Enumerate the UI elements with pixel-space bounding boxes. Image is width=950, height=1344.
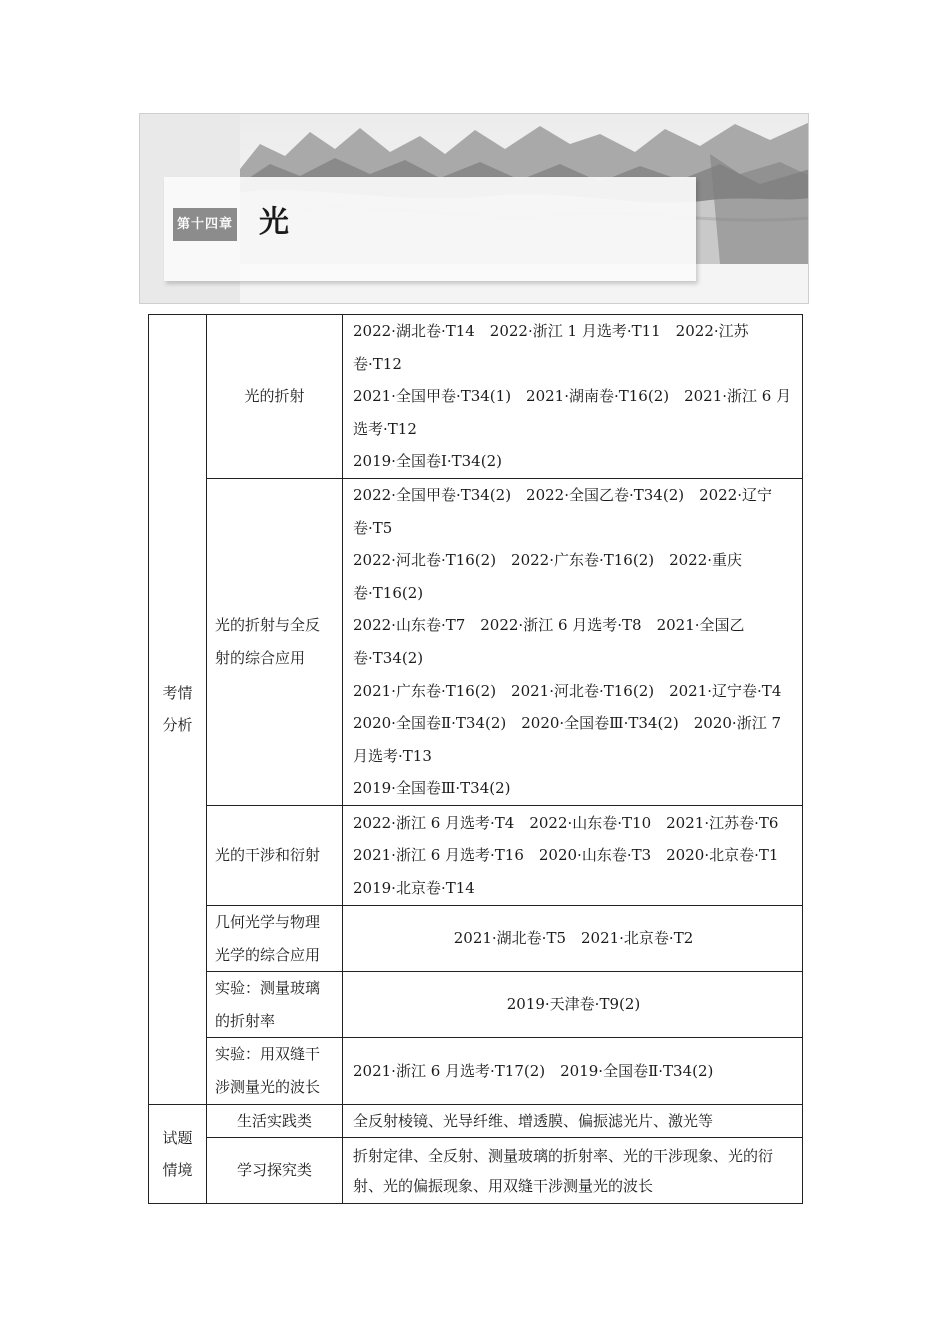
context-type-cell: 学习探究类	[207, 1138, 343, 1204]
table-row	[149, 479, 803, 806]
exam-analysis-table	[148, 314, 803, 1204]
context-content-cell: 折射定律、全反射、测量玻璃的折射率、光的干涉现象、光的衍射、光的偏振现象、用双缝干涉测量光的波长	[343, 1138, 803, 1204]
sources-cell: 2022·湖北卷·T14 2022·浙江 1 月选考·T11 2022·江苏 卷·T12 2021·全国甲卷·T34(1) 2021·湖南卷·T16(2) 2021·浙江 6 月 选考·T12 2019·全国卷Ⅰ·T34(2)	[343, 315, 803, 479]
table-row	[149, 1038, 803, 1104]
topic-cell: 光的折射	[207, 315, 343, 479]
category-analysis: 考情 分析	[149, 315, 207, 1105]
sources-cell: 2019·天津卷·T9(2)	[343, 972, 803, 1038]
title-band	[164, 177, 696, 281]
table-row	[149, 806, 803, 906]
chapter-title: 光	[259, 205, 289, 240]
topic-cell: 光的干涉和衍射	[207, 806, 343, 906]
topic-cell: 实验：测量玻璃的折射率	[207, 972, 343, 1038]
table-row	[149, 906, 803, 972]
topic-cell: 实验：用双缝干涉测量光的波长	[207, 1038, 343, 1104]
chapter-banner	[139, 113, 809, 304]
table-row	[149, 315, 803, 479]
chapter-label: 第十四章	[173, 208, 237, 241]
sources-cell: 2022·浙江 6 月选考·T4 2022·山东卷·T10 2021·江苏卷·T6 2021·浙江 6 月选考·T16 2020·山东卷·T3 2020·北京卷·T1 2019·北京卷·T14	[343, 806, 803, 906]
sources-cell: 2022·全国甲卷·T34(2) 2022·全国乙卷·T34(2) 2022·辽宁 卷·T5 2022·河北卷·T16(2) 2022·广东卷·T16(2) 2022·重庆 卷·T16(2) 2022·山东卷·T7 2022·浙江 6 月选考·T8 2021·全国乙 卷·T34(2) 2021·广东卷·T16(2) 2021·河北卷·T16(2) 2021·辽宁卷·T4 2020·全国卷Ⅱ·T34(2) 2020·全国卷Ⅲ·T34(2) 2020·浙江 7 月选考·T13 2019·全国卷Ⅲ·T34(2)	[343, 479, 803, 806]
category-context: 试题 情境	[149, 1104, 207, 1204]
context-type-cell: 生活实践类	[207, 1104, 343, 1138]
topic-cell: 光的折射与全反射的综合应用	[207, 479, 343, 806]
sources-cell: 2021·湖北卷·T5 2021·北京卷·T2	[343, 906, 803, 972]
context-content-cell: 全反射棱镜、光导纤维、增透膜、偏振滤光片、激光等	[343, 1104, 803, 1138]
sources-cell: 2021·浙江 6 月选考·T17(2) 2019·全国卷Ⅱ·T34(2)	[343, 1038, 803, 1104]
topic-cell: 几何光学与物理光学的综合应用	[207, 906, 343, 972]
table-row	[149, 972, 803, 1038]
table-row	[149, 1104, 803, 1138]
table-row	[149, 1138, 803, 1204]
